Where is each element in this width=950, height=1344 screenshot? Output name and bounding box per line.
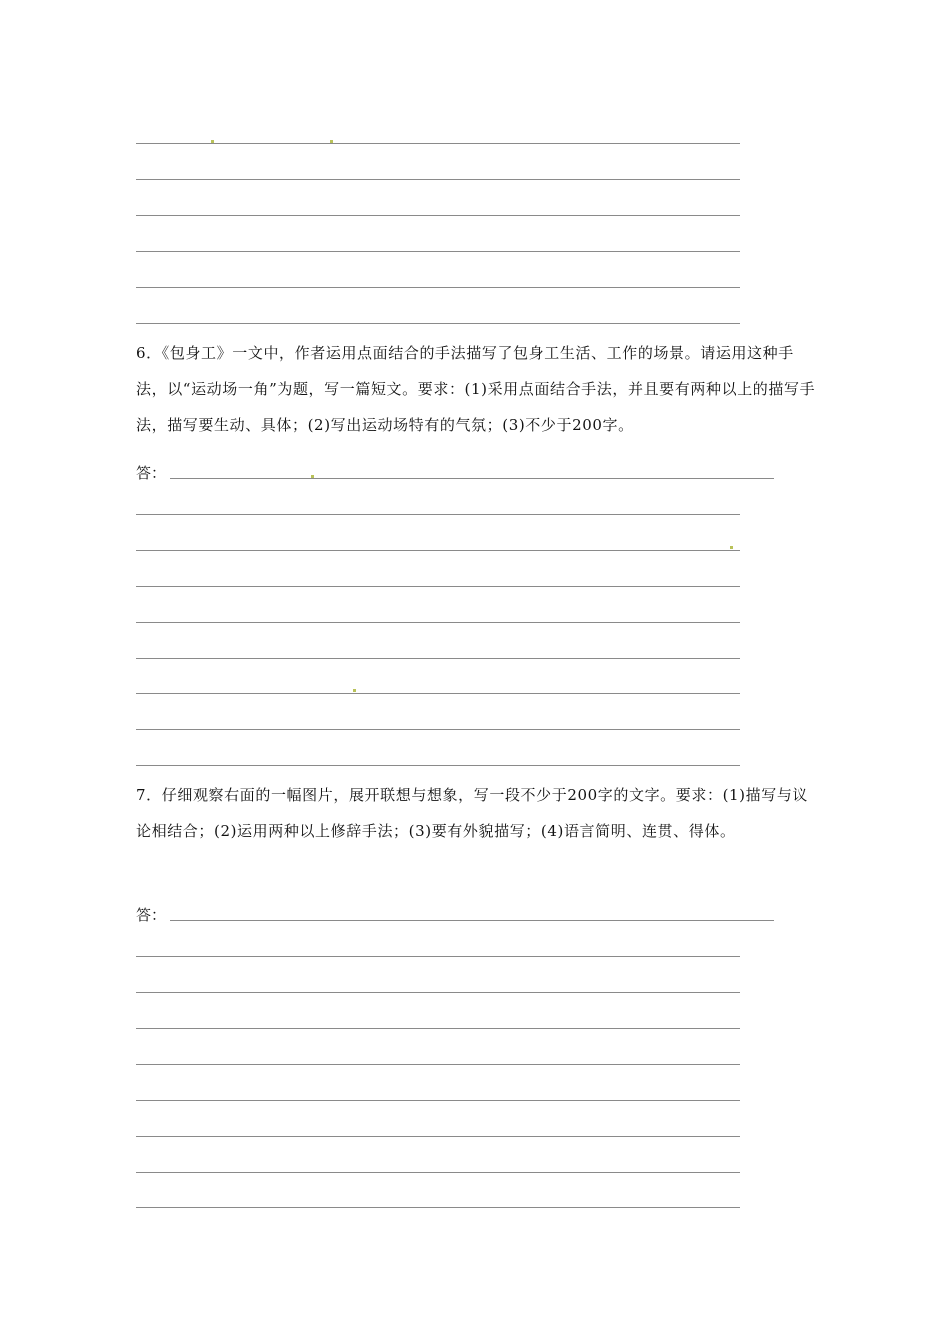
answer-line	[136, 658, 740, 659]
answer-line	[170, 478, 774, 479]
answer-line	[136, 956, 740, 957]
answer-line	[136, 1136, 740, 1137]
answer-line	[136, 287, 740, 288]
answer-line	[136, 1207, 740, 1208]
answer-line	[136, 215, 740, 216]
answer-line	[136, 514, 740, 515]
question-6-text: 6．《包身工》一文中，作者运用点面结合的手法描写了包身工生活、工作的场景。请运用这种手法，以“运动场一角”为题，写一篇短文。要求：(1)采用点面结合手法，并且要有两种以上的描写手法，描写要生动、具体；(2)写出运动场特有的气氛；(3)不少于200字。	[136, 344, 816, 434]
scan-dot	[311, 475, 314, 478]
answer-line	[136, 586, 740, 587]
answer-line	[136, 1100, 740, 1101]
question-7-answer-label: 答：	[136, 906, 167, 924]
answer-line	[136, 143, 740, 144]
answer-line	[136, 1172, 740, 1173]
scan-dot	[211, 140, 214, 143]
answer-line	[136, 992, 740, 993]
answer-line	[136, 550, 740, 551]
answer-line	[136, 251, 740, 252]
answer-line	[136, 622, 740, 623]
answer-line	[136, 179, 740, 180]
answer-line	[170, 920, 774, 921]
scan-dot	[330, 140, 333, 143]
scan-dot	[353, 689, 356, 692]
question-7-text: 7．仔细观察右面的一幅图片，展开联想与想象，写一段不少于200字的文字。要求：(1)描写与议论相结合；(2)运用两种以上修辞手法；(3)要有外貌描写；(4)语言简明、连贯、得体。	[136, 786, 809, 840]
question-6-answer-label: 答：	[136, 464, 167, 482]
scan-dot	[730, 546, 733, 549]
answer-line	[136, 765, 740, 766]
answer-line	[136, 729, 740, 730]
answer-line	[136, 693, 740, 694]
answer-line	[136, 1028, 740, 1029]
answer-line	[136, 323, 740, 324]
answer-line	[136, 1064, 740, 1065]
